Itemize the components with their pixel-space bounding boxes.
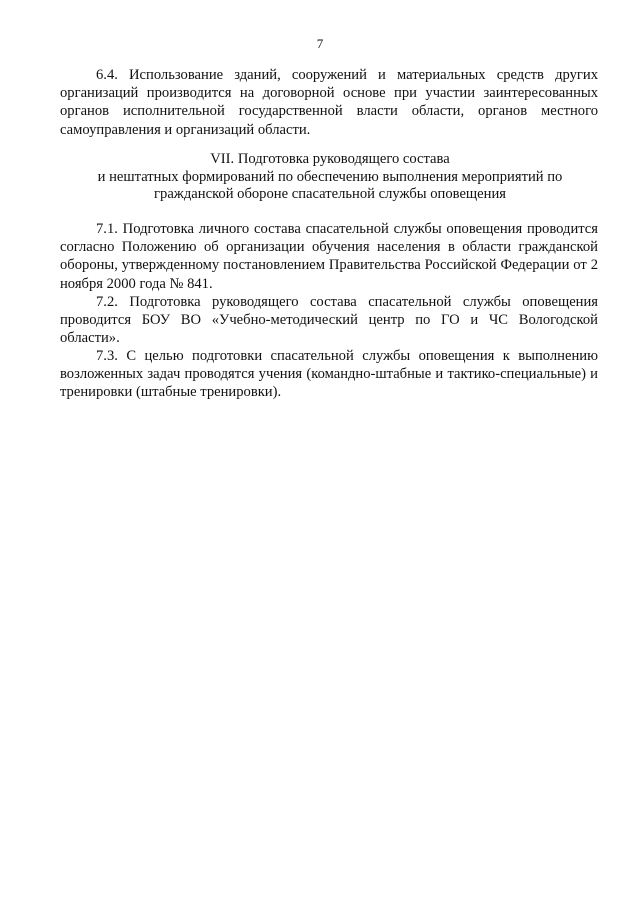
paragraph-7-3: 7.3. С целью подготовки спасательной службы оповещения к выполнению возложенных задач проводятся учения (командно-штабные и тактико-специальные) и тренировки (штабные тренировки). xyxy=(60,348,598,401)
paragraph-7-1: 7.1. Подготовка личного состава спасательной службы оповещения проводится согласно Положению об организации обучения населения в области гражданской обороны, утвержденному постановлением Правительства Российской Федерации от 2 ноября 2000 года № 841. xyxy=(60,221,598,292)
section-heading xyxy=(60,151,600,204)
paragraph-7-2: 7.2. Подготовка руководящего состава спасательной службы оповещения проводится БОУ ВО «Учебно-методический центр по ГО и ЧС Вологодской области». xyxy=(60,294,598,347)
section-heading-line-1: VII. Подготовка руководящего состава xyxy=(210,151,450,167)
section-heading-line-2: и нештатных формирований по обеспечению выполнения мероприятий по xyxy=(97,168,563,185)
page-number: 7 xyxy=(316,36,324,51)
paragraph-6-4: 6.4. Использование зданий, сооружений и материальных средств других организаций производится на договорной основе при участии заинтересованных органов исполнительной государственной власти области, органов местного самоуправления и организаций области. xyxy=(60,67,598,138)
section-heading-line-3: гражданской обороне спасательной службы оповещения xyxy=(154,186,506,202)
